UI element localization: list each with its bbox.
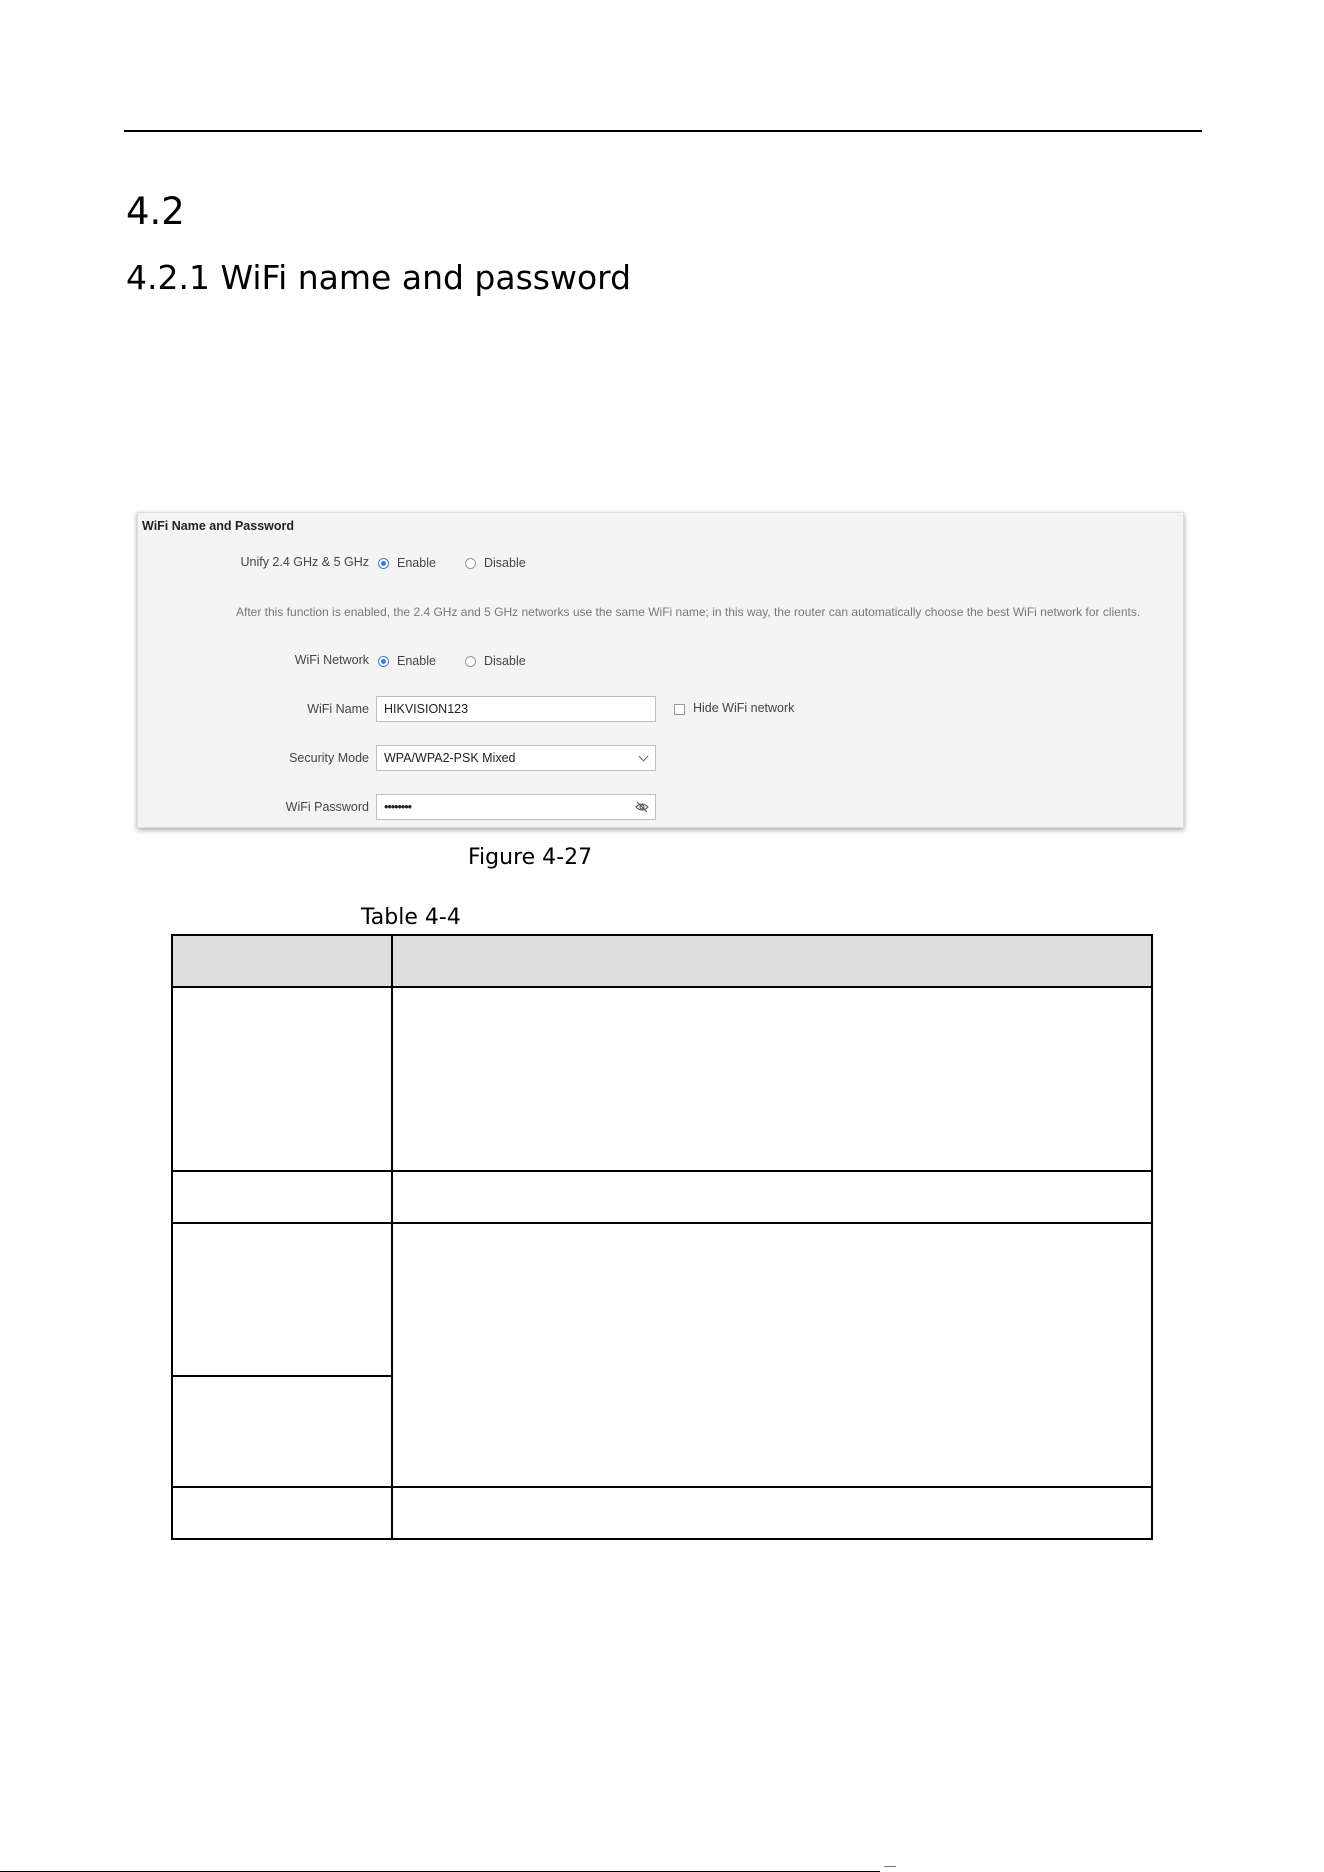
header-rule [124,130,1202,132]
unify-note: After this function is enabled, the 2.4 GHz and 5 GHz networks use the same WiFi name; in this way, the router can automatically choose the best WiFi network for clients. [236,605,1141,619]
radio-selected-icon[interactable] [378,558,389,569]
table-cell [392,1487,1152,1539]
table-cell [392,1223,1152,1487]
wifi-password-label: WiFi Password [285,800,369,814]
table-header-row [172,935,1152,987]
table-cell [392,1171,1152,1223]
wifi-name-label: WiFi Name [307,702,369,716]
section-number: 4.2 [126,190,185,233]
table-row [172,1223,1152,1376]
table-caption: Table 4-4 [361,905,461,930]
table-cell [172,1223,392,1376]
wifi-settings-screenshot [137,512,1184,828]
wifi-network-disable-label[interactable]: Disable [484,654,526,668]
unify-disable-label[interactable]: Disable [484,556,526,570]
table-cell [392,987,1152,1171]
footer-mark [884,1866,896,1870]
checkbox-icon[interactable] [674,704,685,715]
table-header-cell [172,935,392,987]
security-mode-value: WPA/WPA2-PSK Mixed [384,751,516,765]
security-mode-select[interactable] [376,745,656,771]
table-row [172,1171,1152,1223]
table-cell [172,1376,392,1487]
unify-enable-label[interactable]: Enable [397,556,436,570]
table-cell [172,987,392,1171]
wifi-name-input[interactable]: HIKVISION123 [376,696,656,722]
hide-wifi-label[interactable]: Hide WiFi network [693,701,795,715]
figure-caption: Figure 4-27 [468,845,593,870]
radio-selected-icon[interactable] [378,656,389,667]
subsection-title: 4.2.1 WiFi name and password [126,258,632,297]
unify-label: Unify 2.4 GHz & 5 GHz [240,555,369,569]
table-row [172,987,1152,1171]
panel-title: WiFi Name and Password [142,519,295,533]
table-row [172,1487,1152,1539]
table-cell [172,1171,392,1223]
wifi-password-input[interactable] [376,794,656,820]
eye-hidden-icon[interactable] [635,801,649,813]
wifi-network-enable-label[interactable]: Enable [397,654,436,668]
table-cell [172,1487,392,1539]
chevron-down-icon [639,752,649,762]
wifi-network-label: WiFi Network [294,653,369,667]
wifi-password-value: •••••••• [384,800,412,814]
table-header-cell [392,935,1152,987]
parameter-table [171,934,1153,1540]
radio-empty-icon[interactable] [465,656,476,667]
security-mode-label: Security Mode [289,751,369,765]
radio-empty-icon[interactable] [465,558,476,569]
